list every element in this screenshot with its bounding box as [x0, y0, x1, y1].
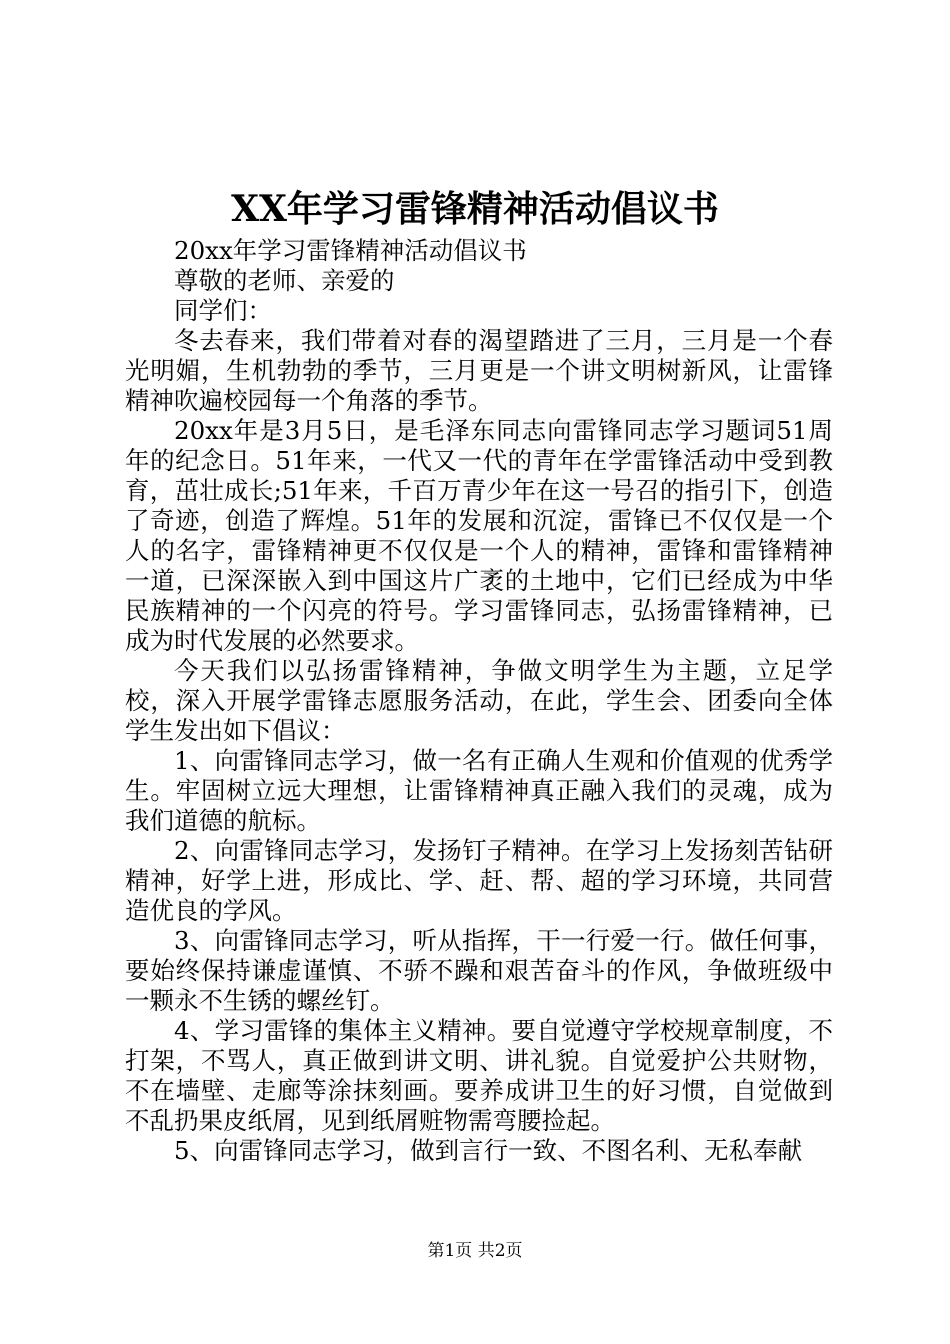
- paragraph-salutation: 尊敬的老师、亲爱的: [174, 266, 395, 295]
- paragraph-item-2: 2、向雷锋同志学习，发扬钉子精神。在学习上发扬刻苦钻研精神，好学上进，形成比、学、赶、帮、超的学习环境，共同营造优良的学风。: [125, 836, 833, 925]
- page-indicator: 第1页 共2页: [427, 1241, 523, 1261]
- document-title: XX年学习雷锋精神活动倡议书: [231, 188, 719, 230]
- paragraph-item-4: 4、学习雷锋的集体主义精神。要自觉遵守学校规章制度，不打架，不骂人，真正做到讲文明、讲礼貌。自觉爱护公共财物，不在墙壁、走廊等涂抹刻画。要养成讲卫生的好习惯，自觉做到不乱扔果皮纸屑，见到纸屑赃物需弯腰捡起。: [125, 1016, 833, 1135]
- paragraph-item-5: 5、向雷锋同志学习，做到言行一致、不图名利、无私奉献: [174, 1136, 803, 1165]
- paragraph-salutation-cont: 同学们：: [174, 296, 272, 325]
- paragraph-item-1: 1、向雷锋同志学习，做一名有正确人生观和价值观的优秀学生。牢固树立远大理想，让雷锋精神真正融入我们的灵魂，成为我们道德的航标。: [125, 746, 833, 835]
- document-body: [125, 236, 833, 1166]
- paragraph-item-3: 3、向雷锋同志学习，听从指挥，干一行爱一行。做任何事，要始终保持谦虚谨慎、不骄不躁和艰苦奋斗的作风，争做班级中一颗永不生锈的螺丝钉。: [125, 926, 833, 1015]
- paragraph-anniversary: 20xx年是3月5日，是毛泽东同志向雷锋同志学习题词51周年的纪念日。51年来，一代又一代的青年在学雷锋活动中受到教育，茁壮成长;51年来，千百万青少年在这一号召的指引下，创造了奇迹，创造了辉煌。51年的发展和沉淀，雷锋已不仅仅是一个人的名字，雷锋精神更不仅仅是一个人的精神，雷锋和雷锋精神一道，已深深嵌入到中国这片广袤的土地中，它们已经成为中华民族精神的一个闪亮的符号。学习雷锋同志，弘扬雷锋精神，已成为时代发展的必然要求。: [125, 416, 833, 655]
- paragraph-subtitle: 20xx年学习雷锋精神活动倡议书: [174, 236, 527, 265]
- paragraph-theme: 今天我们以弘扬雷锋精神，争做文明学生为主题，立足学校，深入开展学雷锋志愿服务活动，在此，学生会、团委向全体学生发出如下倡议：: [125, 656, 833, 745]
- paragraph-intro: 冬去春来，我们带着对春的渴望踏进了三月，三月是一个春光明媚，生机勃勃的季节，三月更是一个讲文明树新风，让雷锋精神吹遍校园每一个角落的季节。: [125, 326, 833, 415]
